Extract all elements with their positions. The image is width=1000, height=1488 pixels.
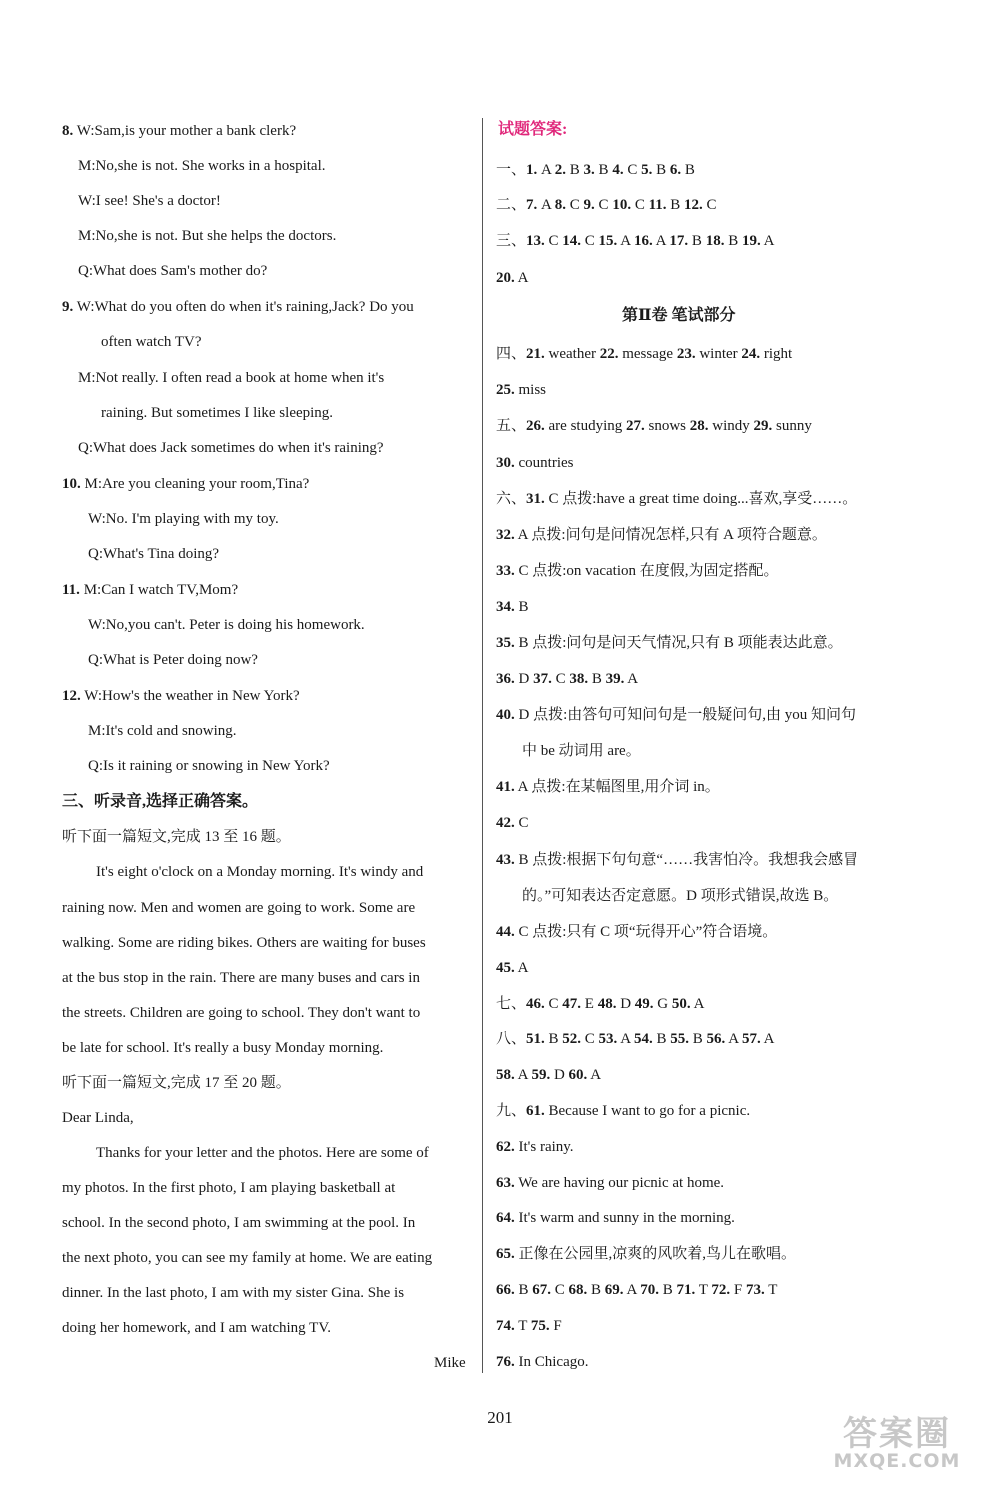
right-line: 四、21. weather 22. message 23. winter 24. right: [496, 346, 793, 362]
left-line: 8. W:Sam,is your mother a bank clerk?: [62, 123, 297, 139]
left-line: be late for school. It's really a busy Monday morning.: [62, 1040, 384, 1056]
left-line: doing her homework, and I am watching TV.: [62, 1320, 331, 1336]
right-line: 65. 正像在公园里,凉爽的风吹着,鸟儿在歌唱。: [496, 1246, 797, 1262]
watermark-bottom: MXQE.COM: [833, 1450, 961, 1472]
page-number: 201: [487, 1408, 513, 1427]
right-line: 二、7. A 8. C 9. C 10. C 11. B 12. C: [496, 197, 717, 213]
right-line: 66. B 67. C 68. B 69. A 70. B 71. T 72. F 73. T: [496, 1282, 778, 1298]
left-line: at the bus stop in the rain. There are many buses and cars in: [62, 970, 420, 986]
right-line: 43. B 点拨:根据下句句意“……我害怕冷。我想我会感冒: [496, 852, 859, 868]
right-line: 30. countries: [496, 455, 574, 471]
left-line: the next photo, you can see my family at home. We are eating: [62, 1250, 433, 1266]
left-line: M:Not really. I often read a book at home when it's: [78, 370, 385, 386]
left-line: 11. M:Can I watch TV,Mom?: [62, 582, 239, 598]
left-line: 10. M:Are you cleaning your room,Tina?: [62, 476, 310, 492]
right-line: 44. C 点拨:只有 C 项“玩得开心”符合语境。: [496, 924, 778, 940]
answers-heading: 试题答案:: [498, 121, 568, 138]
left-line: walking. Some are riding bikes. Others are waiting for buses: [62, 935, 426, 951]
watermark-logo: [812, 1406, 982, 1476]
right-line: 25. miss: [496, 382, 547, 398]
left-line: 9. W:What do you often do when it's raining,Jack? Do you: [62, 299, 414, 315]
left-line: 听下面一篇短文,完成 13 至 16 题。: [62, 829, 291, 845]
left-line: W:No. I'm playing with my toy.: [88, 511, 279, 527]
left-line: my photos. In the first photo, I am playing basketball at: [62, 1180, 396, 1196]
right-line: 64. It's warm and sunny in the morning.: [496, 1210, 735, 1226]
left-line: school. In the second photo, I am swimming at the pool. In: [62, 1215, 416, 1231]
left-line: Q:What does Jack sometimes do when it's raining?: [78, 440, 384, 456]
left-line: 三、听录音,选择正确答案。: [62, 793, 259, 810]
left-line: often watch TV?: [101, 334, 202, 350]
left-line: W:No,you can't. Peter is doing his homework.: [88, 617, 365, 633]
left-line: M:No,she is not. She works in a hospital.: [78, 158, 326, 174]
right-line: 32. A 点拨:问句是问情况怎样,只有 A 项符合题意。: [496, 527, 827, 543]
right-line: 的。”可知表达否定意愿。D 项形式错误,故选 B。: [522, 888, 839, 904]
right-line: 63. We are having our picnic at home.: [496, 1175, 725, 1191]
right-line: 74. T 75. F: [496, 1318, 562, 1334]
left-line: Q:What's Tina doing?: [88, 546, 220, 562]
right-line: 中 be 动词用 are。: [522, 743, 641, 759]
left-line: Dear Linda,: [62, 1110, 134, 1126]
right-line: 36. D 37. C 38. B 39. A: [496, 671, 639, 687]
left-line: Mike: [434, 1355, 466, 1371]
right-line: 八、51. B 52. C 53. A 54. B 55. B 56. A 57. A: [496, 1031, 775, 1047]
left-line: raining. But sometimes I like sleeping.: [101, 405, 334, 421]
right-line: 76. In Chicago.: [496, 1354, 589, 1370]
watermark-top: 答案圈: [843, 1414, 951, 1454]
right-line: 40. D 点拨:由答句可知问句是一般疑问句,由 you 知问句: [496, 707, 857, 723]
right-line: 33. C 点拨:on vacation 在度假,为固定搭配。: [496, 563, 779, 579]
left-line: Thanks for your letter and the photos. Here are some of: [96, 1145, 429, 1161]
right-line: 45. A: [496, 960, 529, 976]
left-line: Q:What does Sam's mother do?: [78, 263, 268, 279]
right-line: 35. B 点拨:问句是问天气情况,只有 B 项能表达此意。: [496, 635, 843, 651]
left-line: W:I see! She's a doctor!: [78, 193, 221, 209]
left-line: dinner. In the last photo, I am with my sister Gina. She is: [62, 1285, 405, 1301]
left-line: 听下面一篇短文,完成 17 至 20 题。: [62, 1075, 291, 1091]
right-line: 一、1. A 2. B 3. B 4. C 5. B 6. B: [496, 162, 695, 178]
right-line: 62. It's rainy.: [496, 1139, 574, 1155]
right-line: 58. A 59. D 60. A: [496, 1067, 602, 1083]
left-line: M:No,she is not. But she helps the doctors.: [78, 228, 337, 244]
right-line: 34. B: [496, 599, 529, 615]
right-line: 九、61. Because I want to go for a picnic.: [496, 1103, 751, 1119]
left-line: raining now. Men and women are going to work. Some are: [62, 900, 416, 916]
column-divider: [482, 118, 483, 1373]
right-line: 六、31. C 点拨:have a great time doing...喜欢,享受……。: [496, 491, 858, 507]
right-line: 20. A: [496, 270, 529, 286]
left-line: M:It's cold and snowing.: [88, 723, 237, 739]
right-line: 42. C: [496, 815, 529, 831]
left-line: 12. W:How's the weather in New York?: [62, 688, 300, 704]
left-line: Q:What is Peter doing now?: [88, 652, 258, 668]
right-line: 三、13. C 14. C 15. A 16. A 17. B 18. B 19. A: [496, 233, 775, 249]
right-line: 41. A 点拨:在某幅图里,用介词 in。: [496, 779, 720, 795]
right-line: 五、26. are studying 27. snows 28. windy 29. sunny: [496, 418, 812, 434]
right-line: 第Ⅱ卷 笔试部分: [622, 307, 736, 324]
left-line: It's eight o'clock on a Monday morning. It's windy and: [96, 864, 424, 880]
left-line: Q:Is it raining or snowing in New York?: [88, 758, 330, 774]
right-line: 七、46. C 47. E 48. D 49. G 50. A: [496, 996, 705, 1012]
left-line: the streets. Children are going to school. They don't want to: [62, 1005, 421, 1021]
